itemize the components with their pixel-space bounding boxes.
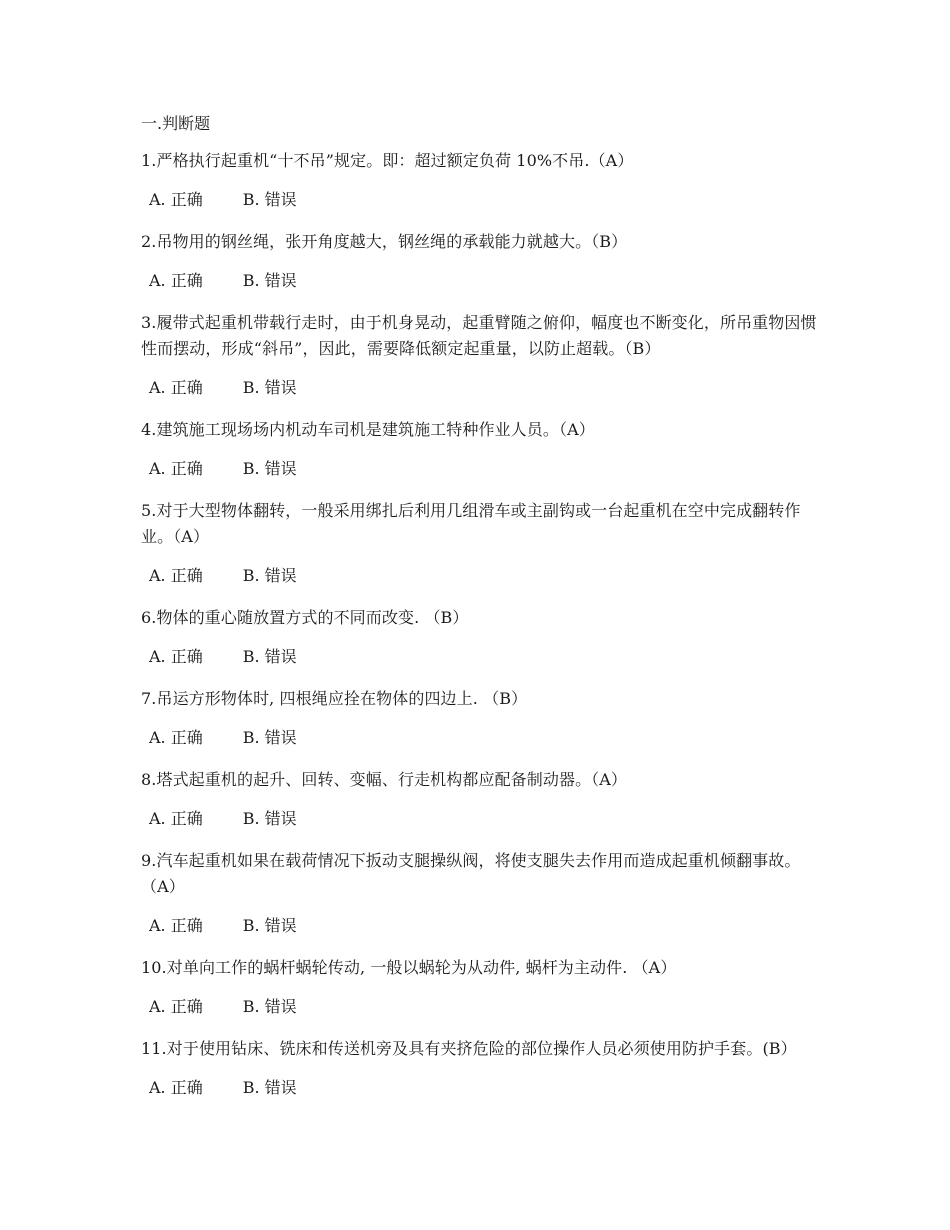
option-b: B. 错误 (242, 728, 297, 747)
question-text: 5.对于大型物体翻转，一般采用绑扎后利用几组滑车或主副钩或一台起重机在空中完成翻转作业。（A） (141, 501, 801, 546)
question-11 (141, 1036, 821, 1100)
option-b: B. 错误 (242, 997, 297, 1016)
answer-options (149, 807, 821, 831)
answer-options (149, 914, 821, 938)
option-b: B. 错误 (242, 647, 297, 666)
option-a: A. 正确 (149, 728, 203, 747)
question-text: 6.物体的重心随放置方式的不同而改变. （B） (141, 608, 469, 627)
answer-options (149, 564, 821, 588)
answer-options (149, 726, 821, 750)
answer-options (149, 457, 821, 481)
option-a: A. 正确 (149, 378, 203, 397)
option-a: A. 正确 (149, 647, 203, 666)
question-1 (141, 148, 821, 212)
answer-options (149, 376, 821, 400)
option-a: A. 正确 (149, 459, 203, 478)
option-a: A. 正确 (149, 916, 203, 935)
question-text: 10.对单向工作的蜗杆蜗轮传动, 一般以蜗轮为从动件, 蜗杆为主动件. （A） (141, 958, 677, 977)
option-b: B. 错误 (242, 378, 297, 397)
question-8 (141, 767, 821, 831)
option-b: B. 错误 (242, 916, 297, 935)
question-6 (141, 605, 821, 669)
question-text: 1.严格执行起重机“十不吊”规定。即：超过额定负荷 10%不吊.（A） (141, 151, 634, 170)
option-b: B. 错误 (242, 809, 297, 828)
question-4 (141, 417, 821, 481)
answer-options (149, 1076, 821, 1100)
option-a: A. 正确 (149, 809, 203, 828)
question-2 (141, 229, 821, 293)
question-10 (141, 955, 821, 1019)
option-b: B. 错误 (242, 1078, 297, 1097)
option-b: B. 错误 (242, 566, 297, 585)
answer-options (149, 995, 821, 1019)
option-b: B. 错误 (242, 459, 297, 478)
question-3 (141, 310, 821, 400)
option-a: A. 正确 (149, 566, 203, 585)
question-5 (141, 498, 821, 588)
answer-options (149, 645, 821, 669)
question-text: 4.建筑施工现场场内机动车司机是建筑施工特种作业人员。（A） (141, 420, 595, 439)
question-text: 3.履带式起重机带载行走时，由于机身晃动，起重臂随之俯仰，幅度也不断变化，所吊重物因惯性而摆动，形成“斜吊”，因此，需要降低额定起重量，以防止超载。（B） (141, 313, 817, 358)
answer-options (149, 188, 821, 212)
question-9 (141, 848, 821, 938)
option-a: A. 正确 (149, 997, 203, 1016)
question-text: 2.吊物用的钢丝绳，张开角度越大，钢丝绳的承载能力就越大。（B） (141, 232, 628, 251)
option-b: B. 错误 (242, 190, 297, 209)
option-a: A. 正确 (149, 1078, 203, 1097)
question-7 (141, 686, 821, 750)
option-a: A. 正确 (149, 190, 203, 209)
document-page (141, 112, 821, 1117)
option-a: A. 正确 (149, 271, 203, 290)
question-text: 7.吊运方形物体时, 四根绳应拴在物体的四边上. （B） (141, 689, 528, 708)
answer-options (149, 269, 821, 293)
question-text: 9.汽车起重机如果在载荷情况下扳动支腿操纵阀，将使支腿失去作用而造成起重机倾翻事故。（A） (141, 851, 801, 896)
option-b: B. 错误 (242, 271, 297, 290)
question-text: 8.塔式起重机的起升、回转、变幅、行走机构都应配备制动器。（A） (141, 770, 628, 789)
section-title: 一.判断题 (141, 114, 211, 133)
question-text: 11.对于使用钻床、铣床和传送机旁及具有夹挤危险的部位操作人员必须使用防护手套。(B） (141, 1039, 797, 1058)
